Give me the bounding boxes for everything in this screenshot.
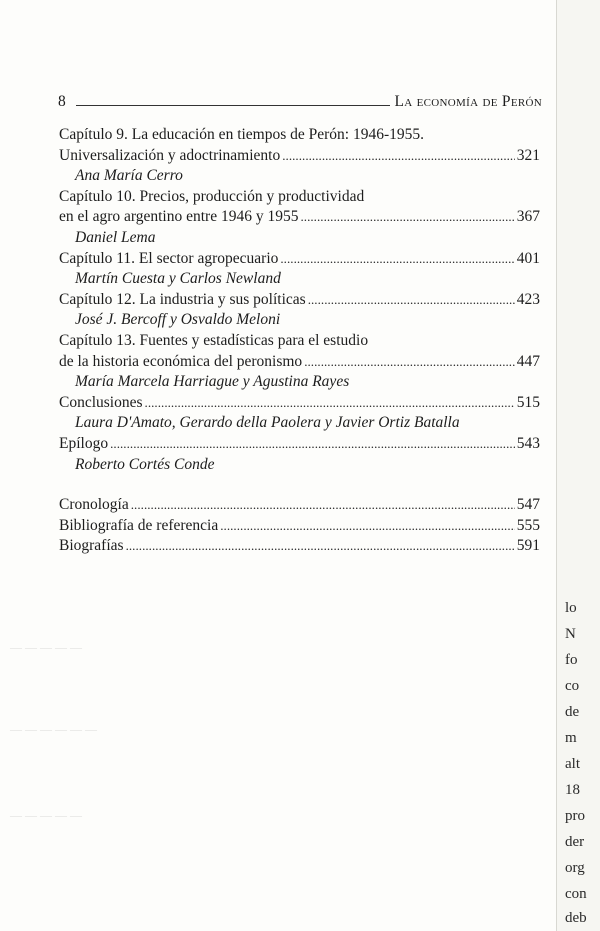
toc-leader-dots [300,207,514,228]
toc-line [59,249,540,270]
toc-entry-title: Epílogo [59,434,109,452]
toc-author: José J. Bercoff y Osvaldo Meloni [75,311,281,329]
adjacent-page-edge [556,0,600,931]
toc-leader-dots [282,146,515,167]
toc-line [59,393,540,414]
toc-line [59,434,540,455]
toc-line [59,290,540,311]
toc-leader-dots [308,290,515,311]
toc-entry-title: Cronología [59,496,129,514]
toc-leader-dots [280,249,514,270]
toc-author: Ana María Cerro [75,167,183,185]
toc-entry-title: Bibliografía de referencia [59,516,219,534]
toc-entry [59,249,540,290]
toc-entry-title: Capítulo 12. La industria y sus políticas [59,290,306,308]
toc-entry-title: Capítulo 11. El sector agropecuario [59,249,279,267]
toc-leader-dots [145,393,515,414]
toc-author: Roberto Cortés Conde [75,455,215,473]
adjacent-page-text-fragment: con [565,886,587,902]
toc-author: Daniel Lema [75,228,156,246]
toc-entry [59,187,540,249]
toc-entry-title: Capítulo 10. Precios, producción y productividad [59,187,365,205]
toc-entry-title: Capítulo 13. Fuentes y estadísticas para el estudio [59,331,369,349]
toc-page-number: 555 [516,516,540,534]
adjacent-page-text-fragment: N [565,626,576,642]
toc-author: María Marcela Harriague y Agustina Rayes [75,373,350,391]
bleed-through-mark: — — — — — [10,808,82,822]
toc-page-number: 447 [516,352,540,370]
toc-line [59,207,540,228]
header-rule [76,105,391,106]
toc-entry [59,434,540,475]
toc-entry-title: Biografías [59,537,124,555]
toc-page-number: 591 [516,537,540,555]
toc-entry-title: de la historia económica del peronismo [59,352,303,370]
toc-page-number: 423 [516,290,540,308]
toc-leader-dots [110,434,515,455]
toc-leader-dots [131,495,515,516]
toc-line [59,516,540,537]
adjacent-page-text-fragment: pro [565,808,585,824]
adjacent-page-text-fragment: deb [565,910,587,926]
toc-line [59,146,540,167]
adjacent-page-text-fragment: de [565,704,580,720]
toc-leader-dots [220,516,515,537]
toc-leader-dots [126,536,515,557]
toc-page-number: 401 [516,249,540,267]
toc-author: Laura D'Amato, Gerardo della Paolera y Javier Ortiz Batalla [75,414,460,432]
toc-entry [59,536,540,557]
toc-page-number: 321 [516,146,540,164]
adjacent-page-text-fragment: fo [565,652,578,668]
toc-entry-title: Universalización y adoctrinamiento [59,146,281,164]
toc-entry [59,290,540,331]
toc-entry [59,331,540,393]
toc-line [59,495,540,516]
toc-entry-title: Conclusiones [59,393,143,411]
toc-line [59,125,540,146]
bleed-through-mark: — — — — — [10,640,82,654]
bleed-through-mark: — — — — — — [10,722,97,736]
toc-page-number: 367 [516,208,540,226]
toc-page-number: 543 [516,434,540,452]
adjacent-page-text-fragment: lo [565,600,577,616]
toc-author: Martín Cuesta y Carlos Newland [75,270,281,288]
running-title: La economía de Perón [394,93,542,110]
toc-entry-title: en el agro argentino entre 1946 y 1955 [59,208,299,226]
adjacent-page-text-fragment: org [565,860,585,876]
adjacent-page-text-fragment: co [565,678,580,694]
running-header [58,91,542,111]
toc-section-gap [59,475,540,495]
toc-entry [59,393,540,434]
toc-entry-title: Capítulo 9. La educación en tiempos de Perón: 1946-1955. [59,126,425,143]
adjacent-page-text-fragment: 18 [565,782,580,798]
toc-entry [59,495,540,516]
toc-page-number: 547 [516,496,540,514]
toc-entry [59,516,540,537]
adjacent-page-text-fragment: der [565,834,585,850]
toc-entry [59,125,540,187]
toc-leader-dots [304,352,515,373]
toc-page-number: 515 [516,393,540,411]
toc-line [59,536,540,557]
page-number: 8 [58,93,66,110]
table-of-contents [59,125,540,557]
adjacent-page-text-fragment: alt [565,756,580,772]
toc-line [59,331,540,352]
adjacent-page-text-fragment: m [565,730,577,746]
toc-line [59,352,540,373]
toc-line [59,187,540,208]
